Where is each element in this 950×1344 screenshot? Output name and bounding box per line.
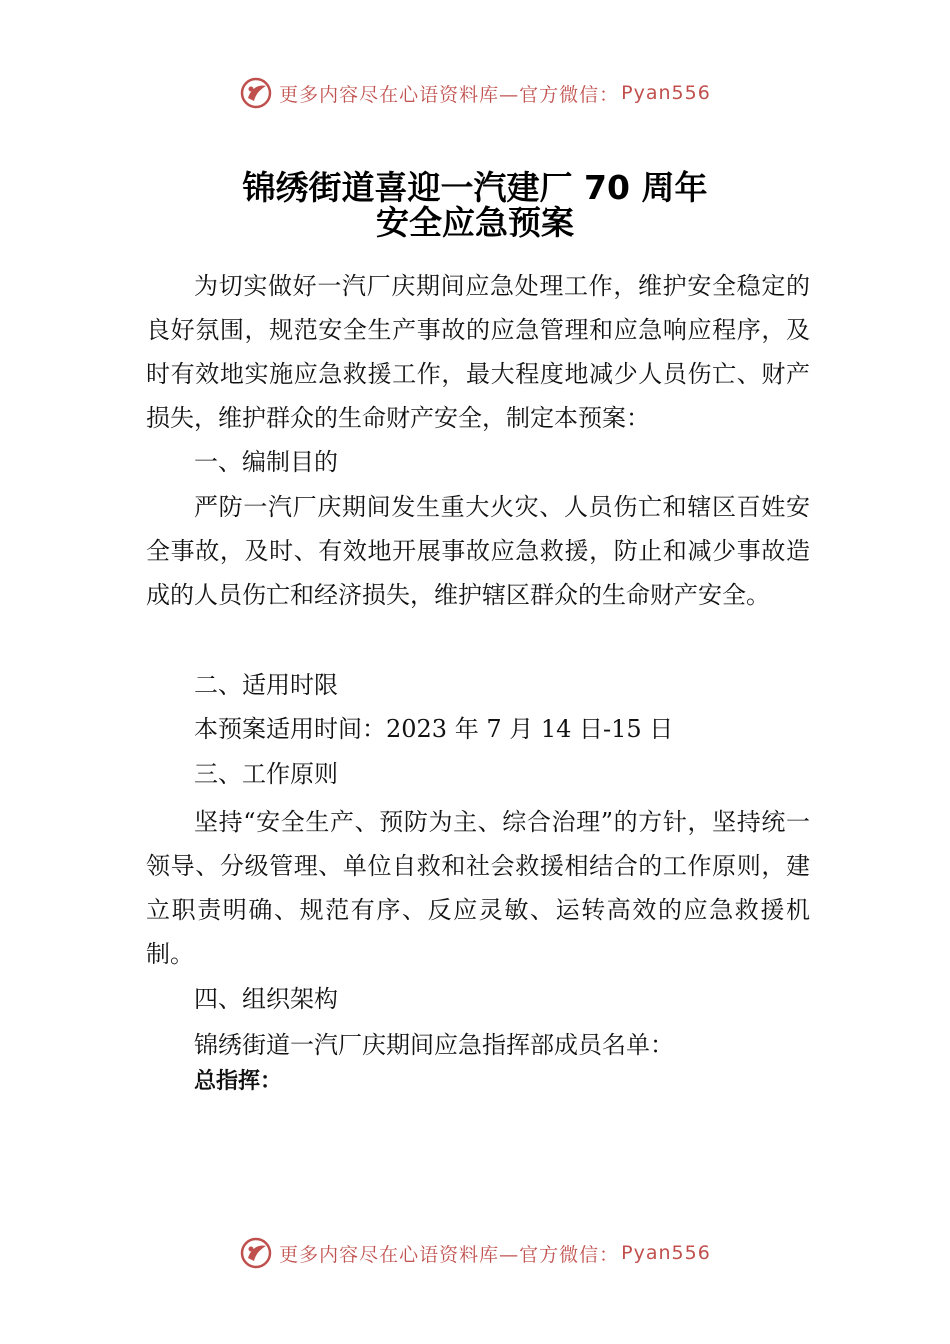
document-title-line-2: 安全应急预案: [376, 203, 574, 242]
section-1-body: 严防一汽厂庆期间发生重大火灾、人员伤亡和辖区百姓安全事故，及时、有效地开展事故应急救援，防止和减少事故造成的人员伤亡和经济损失，维护辖区群众的生命财产安全。: [146, 493, 810, 609]
section-3-body: 坚持“安全生产、预防为主、综合治理”的方针，坚持统一领导、分级管理、单位自救和社会救援相结合的工作原则，建立职责明确、规范有序、反应灵敏、运转高效的应急救援机制。: [146, 808, 810, 968]
section-4-heading: 四、组织架构: [194, 985, 338, 1013]
section-1-heading: 一、编制目的: [194, 448, 338, 476]
watermark-logo-icon: [239, 1236, 273, 1270]
watermark-header: [0, 73, 950, 113]
section-4-body: 锦绣街道一汽厂庆期间应急指挥部成员名单：: [194, 1031, 674, 1059]
watermark-logo-icon: [239, 76, 273, 110]
commander-label: 总指挥：: [194, 1069, 283, 1094]
watermark-text: 更多内容尽在心语资料库—官方微信：: [279, 1243, 620, 1266]
watermark-wechat-id: Pyan556: [621, 1242, 711, 1264]
watermark-text: 更多内容尽在心语资料库—官方微信：: [279, 83, 620, 106]
section-3-heading: 三、工作原则: [194, 760, 338, 788]
section-2-body: 本预案适用时间：2023 年 7 月 14 日-15 日: [194, 715, 674, 743]
intro-paragraph: 为切实做好一汽厂庆期间应急处理工作，维护安全稳定的良好氛围，规范安全生产事故的应急管理和应急响应程序，及时有效地实施应急救援工作，最大程度地减少人员伤亡、财产损失，维护群众的生命财产安全，制定本预案：: [146, 272, 810, 432]
section-2-heading: 二、适用时限: [194, 671, 338, 699]
document-title-line-1: 锦绣街道喜迎一汽建厂 70 周年: [242, 168, 708, 207]
watermark-footer: [0, 1233, 950, 1273]
watermark-wechat-id: Pyan556: [621, 82, 711, 104]
